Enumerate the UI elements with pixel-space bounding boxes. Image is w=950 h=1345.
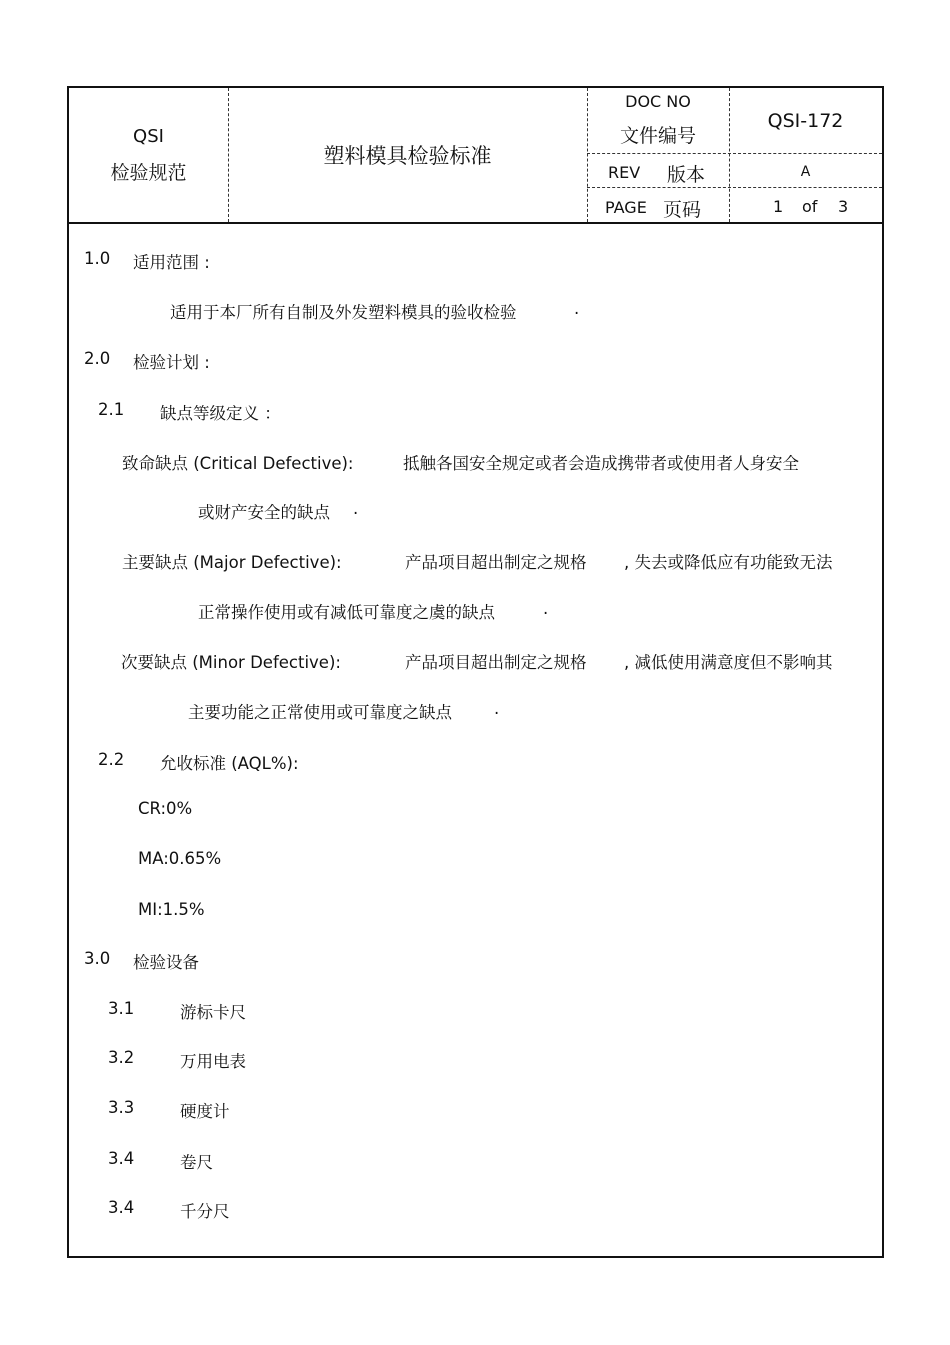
rev-label-cn: 版本 — [667, 164, 706, 186]
critical-label: 致命缺点 (Critical Defective): — [122, 454, 354, 473]
aql-ma: MA:0.65% — [138, 849, 222, 868]
page-of: of — [802, 197, 818, 216]
period: . — [574, 299, 580, 318]
minor-text-b: , 减低使用满意度但不影响其 — [624, 653, 833, 672]
page-total: 3 — [838, 197, 849, 216]
equipment-name: 千分尺 — [180, 1202, 230, 1221]
minor-text-cont: 主要功能之正常使用或可靠度之缺点 — [188, 703, 452, 722]
header-table — [69, 88, 882, 224]
subsection-number: 2.2 — [98, 750, 125, 769]
equipment-name: 硬度计 — [180, 1102, 230, 1121]
equipment-name: 万用电表 — [180, 1052, 246, 1071]
equipment-number: 3.3 — [108, 1098, 135, 1117]
section-number: 1.0 — [84, 249, 111, 268]
doc-no-label-en: DOC NO — [625, 92, 691, 111]
period: . — [494, 699, 500, 718]
page-current: 1 — [773, 197, 784, 216]
minor-label: 次要缺点 (Minor Defective): — [121, 653, 341, 672]
critical-text-cont: 或财产安全的缺点 — [198, 503, 330, 522]
equipment-name: 游标卡尺 — [180, 1003, 246, 1022]
doc-no-value: QSI-172 — [767, 110, 844, 132]
header-divider — [587, 153, 882, 154]
major-text-b: , 失去或降低应有功能致无法 — [624, 553, 833, 572]
equipment-number: 3.1 — [108, 999, 135, 1018]
aql-mi: MI:1.5% — [138, 900, 205, 919]
aql-cr: CR:0% — [138, 799, 193, 818]
section-number: 2.0 — [84, 349, 111, 368]
header-divider — [729, 88, 730, 222]
section-title: 适用范围 : — [133, 253, 210, 272]
major-text: 产品项目超出制定之规格 — [405, 553, 587, 572]
major-text-cont: 正常操作使用或有减低可靠度之虞的缺点 — [198, 603, 495, 622]
document-title: 塑料模具检验标准 — [323, 144, 492, 168]
critical-text: 抵触各国安全规定或者会造成携带者或使用者人身安全 — [403, 454, 799, 473]
equipment-number: 3.4 — [108, 1198, 135, 1217]
equipment-number: 3.2 — [108, 1048, 135, 1067]
org-name: QSI — [133, 126, 164, 147]
rev-value: A — [800, 164, 811, 180]
section-title: 检验设备 — [133, 953, 199, 972]
major-label: 主要缺点 (Major Defective): — [122, 553, 342, 572]
subsection-title: 缺点等级定义 ： — [160, 404, 281, 423]
section-title: 检验计划 : — [133, 353, 210, 372]
header-divider — [587, 187, 882, 188]
period: . — [543, 599, 549, 618]
period: . — [353, 499, 359, 518]
section-number: 3.0 — [84, 949, 111, 968]
equipment-number: 3.4 — [108, 1149, 135, 1168]
minor-text: 产品项目超出制定之规格 — [405, 653, 587, 672]
page-label-cn: 页码 — [663, 199, 702, 221]
equipment-name: 卷尺 — [180, 1153, 213, 1172]
scope-text: 适用于本厂所有自制及外发塑料模具的验收检验 — [170, 303, 517, 322]
doc-no-label-cn: 文件编号 — [619, 125, 696, 147]
subsection-title: 允收标准 (AQL%): — [160, 754, 299, 773]
page-label-en: PAGE — [605, 198, 647, 217]
doc-type: 检验规范 — [110, 162, 187, 184]
subsection-number: 2.1 — [98, 400, 125, 419]
rev-label-en: REV — [608, 163, 641, 182]
